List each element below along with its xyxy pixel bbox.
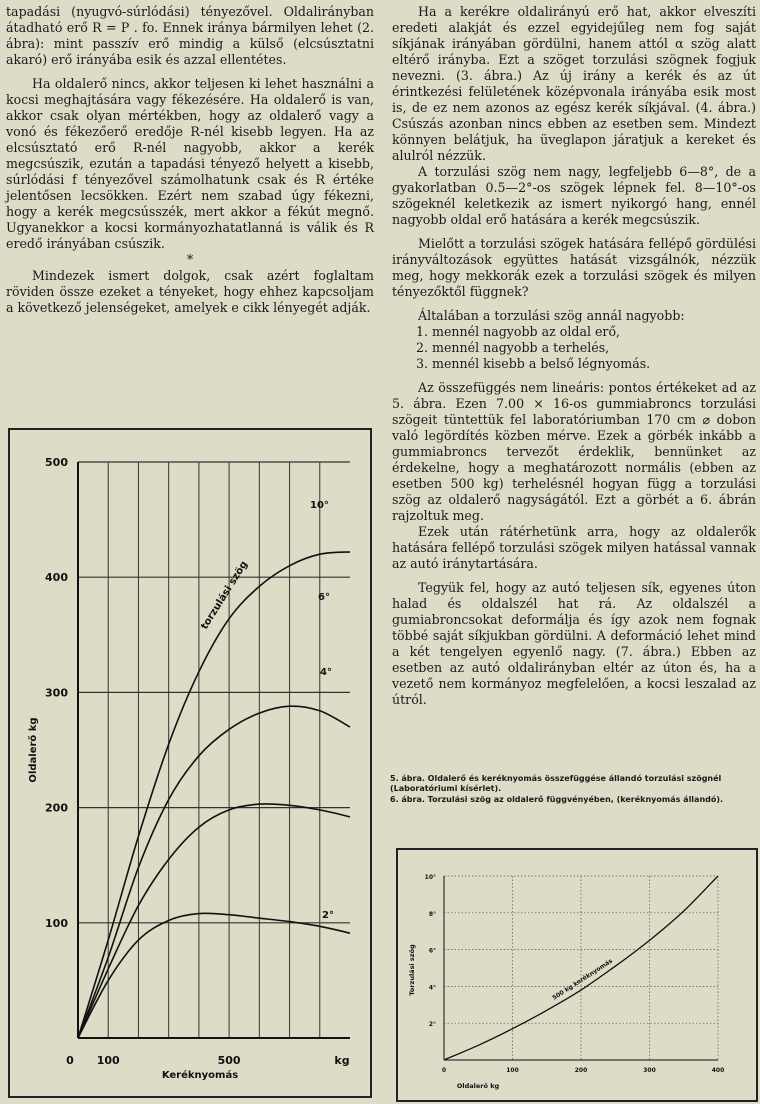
series-label: 10° (310, 500, 329, 511)
y-tick-label: 500 (45, 456, 68, 469)
y-tick-label: 300 (45, 686, 68, 700)
paragraph: Ha oldalerő nincs, akkor teljesen ki lehet használni a kocsi meghajtására vagy fékezésére. Ha oldalerő is van, akkor csak olyan mértékben, hogy az oldalerő vagy a vonó és fékezőerő eredője R-nél kisebb legyen. Ha az elcsúsztató erő R-nél nagyobb, akkor a kerék megcsúszik, ezután a tapadási tényező helyett a kisebb, súrlódási f tényezővel számolhatunk csak és R értéke jelentősen lecsökken. Ezért nem szabad úgy fékezni, hogy a kerék megcsússzék, mert akkor a fékút megnő. Ugyanekkor a kocsi kormányozhatatlanná is válik és R eredő irányában csúszik. (6, 76, 374, 251)
section-separator: * (186, 252, 194, 267)
y-tick-label: 10° (424, 874, 436, 881)
series-label: 2° (322, 910, 334, 921)
factor-list (392, 324, 756, 372)
series-line-6deg (78, 706, 350, 1038)
y-tick-label: 400 (45, 571, 68, 585)
chart-6-svg (398, 850, 756, 1100)
x-tick-label: 0 (441, 1067, 447, 1074)
x-tick-label: 500 (217, 1054, 241, 1067)
paragraph: Tegyük fel, hogy az autó teljesen sík, egyenes úton halad és oldalszél hat rá. Az oldalszél a gumiabroncsokat deformálja és így azok nem fognak többé saját síkjukban gördülni. A deformáció lehet mind a két tengelyen egyenlő nagy. (7. ábra.) Ebben az esetben az autó oldalirányban eltér az úton és, ha a vezető nem kormányoz megfelelően, a kocsi leszalad az útról. (392, 580, 756, 707)
x-axis-label: Oldalerő kg (456, 1082, 500, 1090)
y-tick-label: 200 (45, 801, 68, 815)
figure-6-caption: 6. ábra. Torzulási szög az oldalerő függvényében, (keréknyomás állandó). (390, 795, 724, 804)
paragraph: tapadási (nyugvó-súrlódási) tényezővel. Oldalirányban átadható erő R = P . fo. Ennek iránya bármilyen lehet (2. ábra): mint passzív erő mindig a külső (elcsúsztatni akaró) erő irányába esik és azzal ellentétes. (6, 4, 374, 67)
y-tick-label: 8° (428, 910, 436, 918)
series-line-2deg (78, 913, 350, 1038)
series-label: 6° (318, 592, 330, 603)
paragraph: Ha a kerékre oldalirányú erő hat, akkor elveszíti eredeti alakját és ezzel egyidejűleg nem fog saját síkjának irányában gördülni, hanem attól α szög alatt eltérő irányba. Ezt a szöget torzulási szögnek fogjuk nevezni. (3. ábra.) Az új irány a kerék és az út érintkezési felületének középvonala irányába esik most is, de ez nem azonos az egész kerék síkjával. (4. ábra.) Csúszás azonban nincs ebben az esetben sem. Mindezt könnyen belátjuk, ha üveglapon járatjuk a kereket és alulról nézzük. (392, 4, 756, 163)
x-tick-label: 100 (96, 1054, 120, 1067)
x-tick-label: 400 (711, 1067, 725, 1074)
y-tick-label: 6° (428, 947, 436, 955)
paragraph: Ezek után rátérhetünk arra, hogy az oldalerők hatására fellépő torzulási szögek milyen hatással vannak az autó iránytartására. (392, 524, 756, 571)
x-tick-label: 300 (643, 1067, 656, 1074)
series-line-4deg (78, 804, 350, 1038)
list-item: 1. mennél nagyobb az oldal erő, (416, 324, 621, 339)
series-label: 4° (320, 667, 332, 678)
paragraph: Általában a torzulási szög annál nagyobb: (418, 308, 685, 323)
y-tick-label: 2° (428, 1021, 436, 1029)
x-tick-label: 200 (574, 1067, 588, 1074)
list-item: 3. mennél kisebb a belső légnyomás. (416, 356, 651, 371)
y-tick-label: 4° (428, 984, 436, 992)
x-tick-label: 0 (66, 1054, 74, 1067)
list-item: 2. mennél nagyobb a terhelés, (416, 340, 610, 355)
y-tick-label: 100 (45, 916, 68, 930)
series-label: 500 kg keréknyomás (551, 957, 614, 1002)
paragraph: Mindezek ismert dolgok, csak azért foglaltam röviden össze ezeket a tényeket, hogy ehhez kapcsoljam a következő jelenségeket, amelyek e cikk lényegét adják. (6, 268, 374, 315)
paragraph: A torzulási szög nem nagy, legfeljebb 6—8°, de a gyakorlatban 0.5—2°-os szögek lépnek fel. 8—10°-os szögeknél keletkezik az ismert nyikorgó hang, ennél nagyobb oldal erő hatására a kerék megcsúszik. (392, 164, 756, 227)
paragraph: Az összefüggés nem lineáris: pontos értékeket ad az 5. ábra. Ezen 7.00 × 16-os gummiabroncs torzulási szögeit tüntettük fel laboratóriumban 170 cm ⌀ dobon való legördítés közben mérve. Ezek a görbék inkább a gummiabroncs tervezőt érdeklik, bennünket az érdekelne, hogy a meghatározott normális (ebben az esetben 500 kg) terhelésnél hogyan függ a torzulási szög az oldalerő nagyságától. Ezt a görbét a 6. ábrán rajzoltuk meg. (392, 380, 756, 523)
figure-5-caption: 5. ábra. Oldalerő és keréknyomás összefüggése állandó torzulási szögnél (Laboratóriumi kísérlet). (390, 774, 722, 793)
curve-annotation: torzulási szög (199, 559, 251, 632)
y-axis-label: Oldalerő kg (28, 717, 39, 783)
x-axis-label: Keréknyomás (161, 1070, 239, 1081)
figure-5-chart (8, 428, 372, 1098)
x-tick-label: 100 (506, 1067, 519, 1074)
chart-5-svg (10, 430, 370, 1096)
figure-6-chart (396, 848, 758, 1102)
left-text-column (6, 4, 374, 316)
x-tick-label: kg (334, 1054, 350, 1067)
right-text-column (392, 4, 756, 708)
y-axis-label: Torzulási szög (408, 944, 416, 996)
paragraph: Mielőtt a torzulási szögek hatására fellépő gördülési irányváltozások együttes hatását vizsgálnók, nézzük meg, hogy mekkorák ezek a torzulási szögek és milyen tényezőktől függnek? (392, 236, 756, 299)
figure-captions (390, 774, 755, 806)
